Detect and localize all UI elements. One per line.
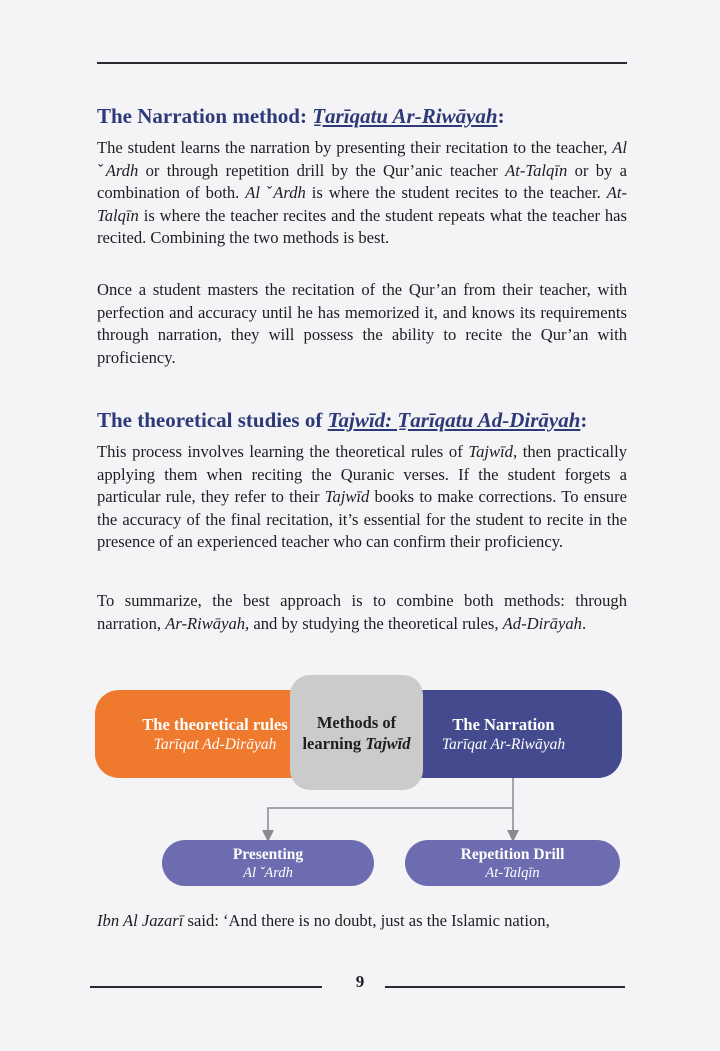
pill-repetition-drill [405, 840, 620, 886]
heading-text: The Narration method: [97, 104, 313, 128]
heading-text: The theoretical studies of [97, 408, 328, 432]
box-subtitle: Tarīqat Ad-Dirāyah [153, 735, 277, 753]
paragraph-theoretical: This process involves learning the theoretical rules of Tajwīd, then practically applying them when reciting the Quranic verses. If the student forgets a particular rule, they refer to their Tajwīd books to make corrections. To ensure the accuracy of the final recitation, it’s essential for the student to recite in the presence of an experienced teacher who can confirm their proficiency. [97, 442, 627, 552]
paragraph-quote: Ibn Al Jazarī said: ‘And there is no doubt, just as the Islamic nation, [97, 911, 550, 930]
footer-rule-right [385, 986, 625, 988]
center-line-2: learning Tajwīd [302, 733, 411, 753]
heading-colon: : [580, 408, 588, 432]
paragraph-narration: The student learns the narration by presenting their recitation to the teacher, Al ˇArdh or through repetition drill by the Qur’anic teacher At-Talqīn or by a combination of both. Al ˇArdh is where the student recites to the teacher. At-Talqīn is where the teacher recites and the student repeats what the teacher has recited. Combining the two methods is best. [97, 138, 627, 248]
footer-rule-left [90, 986, 322, 988]
box-methods-center [290, 675, 423, 790]
box-subtitle: Tarīqat Ar-Riwāyah [441, 735, 566, 753]
paragraph-mastery: Once a student masters the recitation of the Qur’an from their teacher, with perfection and accuracy until he has memorized it, and knows its requirements through narration, they will possess the ability to recite the Qur’an with proficiency. [97, 280, 627, 367]
heading-italic: Ṯarīqatu Ar-Riwāyah [312, 104, 498, 128]
box-title: The theoretical rules [142, 714, 288, 734]
page-number: 9 [355, 972, 365, 991]
paragraph-summary: To summarize, the best approach is to combine both methods: through narration, Ar-Riwāyah, and by studying the theoretical rules, Ad-Dirāyah. [97, 591, 627, 633]
pill-title: Presenting [232, 845, 304, 863]
center-line-1: Methods of [316, 712, 397, 732]
pill-subtitle: At-Talqīn [485, 864, 540, 881]
heading-colon: : [497, 104, 505, 128]
pill-subtitle: Al ˇArdh [243, 864, 293, 881]
pill-presenting [162, 840, 374, 886]
heading-italic: Tajwīd: Ṯarīqatu Ad-Dirāyah [327, 408, 581, 432]
pill-title: Repetition Drill [460, 845, 565, 863]
box-title: The Narration [452, 714, 555, 734]
